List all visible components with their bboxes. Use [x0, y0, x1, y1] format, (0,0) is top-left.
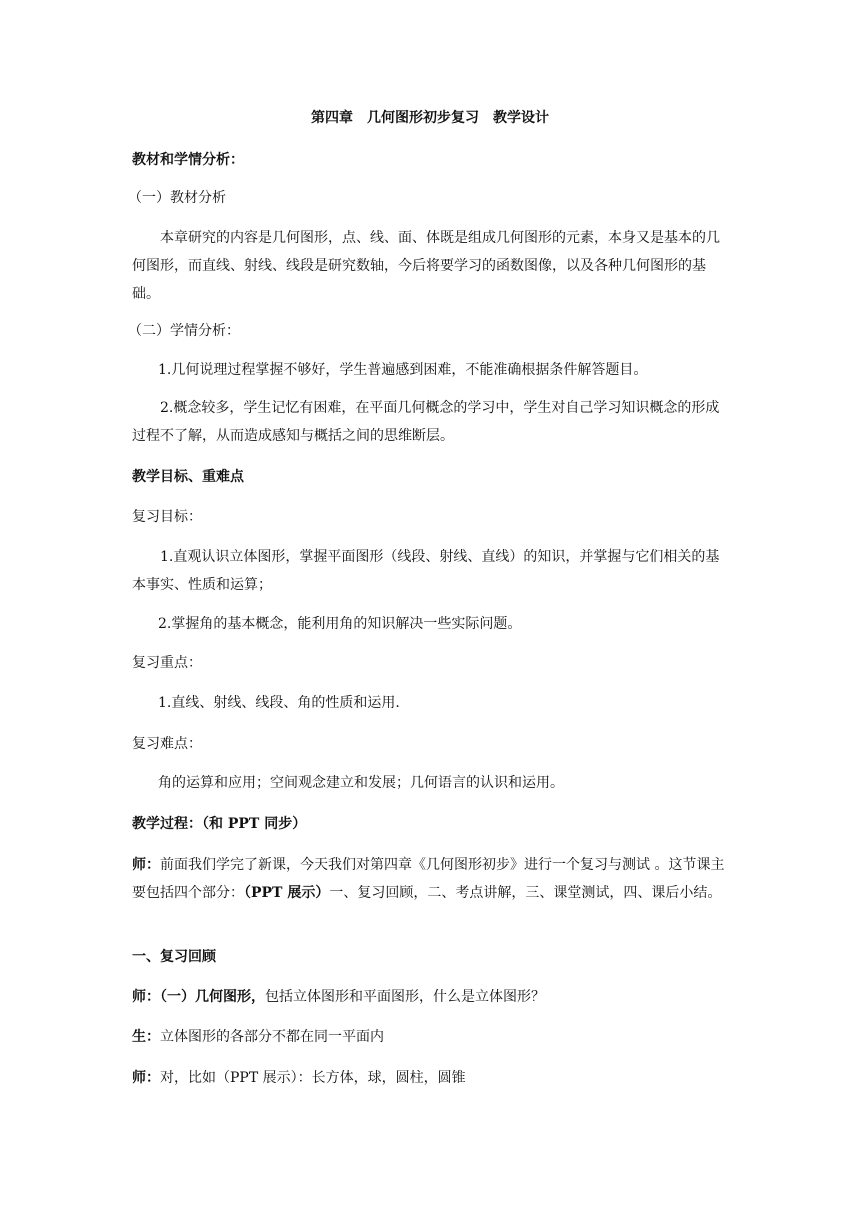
student-point-1: 1.几何说理过程掌握不够好，学生普遍感到困难，不能准确根据条件解答题目。 [158, 362, 648, 378]
teacher-example-text: 对，比如（PPT 展示）：长方体，球，圆柱，圆锥 [160, 1070, 466, 1086]
teacher-intro-paragraph [132, 851, 732, 907]
student-point-2: 2.概念较多，学生记忆有困难，在平面几何概念的学习中，学生对自己学习知识概念的形成过程不了解，从而造成感知与概括之间的思维断层。 [132, 400, 720, 444]
document-title: 第四章 几何图形初步复习 教学设计 [311, 110, 549, 126]
teacher-intro-text-a: 前面我们学完了新课，今天我们对第四章《几何图形初步》进行一个复习与测试 。这节课主要包括四个部分： [132, 857, 725, 901]
section-heading-review: 一、复习回顾 [132, 949, 216, 965]
review-goal-2: 2.掌握角的基本概念，能利用角的知识解决一些实际问题。 [158, 616, 522, 632]
section-heading-materials: 教材和学情分析： [132, 152, 244, 168]
review-difficulty-label: 复习难点： [132, 736, 202, 752]
student-speaker-label: 生： [132, 1029, 160, 1045]
review-key-1: 1.直线、射线、线段、角的性质和运用. [158, 695, 400, 711]
student-line-1 [132, 1027, 384, 1047]
paragraph-material-analysis: 本章研究的内容是几何图形，点、线、面、体既是组成几何图形的元素，本身又是基本的几何图形，而直线、射线、线段是研究数轴，今后将要学习的函数图像，以及各种几何图形的基础。 [132, 230, 720, 302]
subheading-student-analysis: （二）学情分析： [128, 323, 240, 339]
section-heading-process: 教学过程：（和 PPT 同步） [132, 816, 307, 832]
subheading-material-analysis: （一）教材分析 [128, 190, 226, 206]
review-difficulty-1: 角的运算和应用；空间观念建立和发展；几何语言的认识和运用。 [158, 775, 564, 791]
review-goal-1: 1.直观认识立体图形，掌握平面图形（线段、射线、直线）的知识，并掌握与它们相关的基本事实、性质和运算； [132, 549, 720, 593]
teacher-line-3 [132, 1068, 466, 1088]
teacher-question-text: 包括立体图形和平面图形，什么是立体图形？ [265, 989, 545, 1005]
ppt-show-label: （PPT 展示） [244, 885, 330, 901]
teacher-intro-text-c: 一、复习回顾，二、考点讲解，三、课堂测试，四、课后小结。 [329, 885, 722, 901]
geometry-topic-label: （一）几何图形， [160, 989, 265, 1005]
teacher-line-2 [132, 987, 545, 1007]
review-goal-label: 复习目标： [132, 509, 202, 525]
teacher-speaker-label: 师： [132, 989, 160, 1005]
section-heading-goals: 教学目标、重难点 [132, 469, 244, 485]
teacher-speaker-label: 师： [132, 857, 160, 873]
review-key-label: 复习重点： [132, 655, 202, 671]
student-answer-text: 立体图形的各部分不都在同一平面内 [160, 1029, 384, 1045]
teacher-speaker-label: 师： [132, 1070, 160, 1086]
